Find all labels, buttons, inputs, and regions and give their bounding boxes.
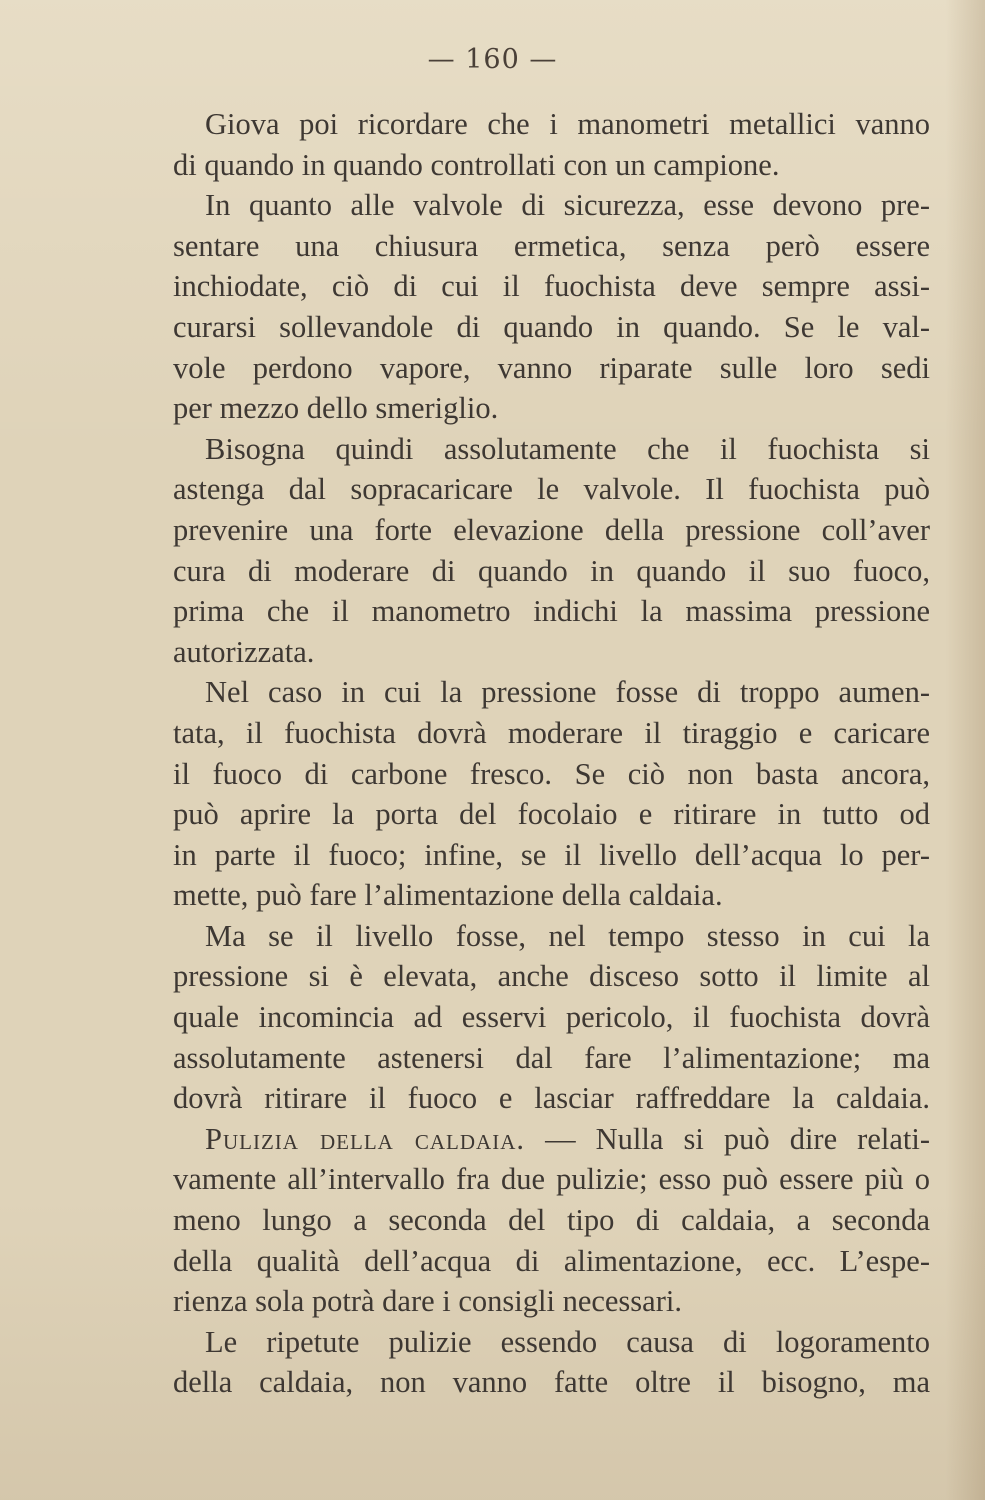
- text-line: Giova poi ricordare che i manometri metallici vanno: [205, 107, 930, 141]
- text-line: prima che il manometro indichi la massima pressione: [173, 594, 930, 629]
- section-first-line-text: — Nulla si può dire relati-: [545, 1121, 930, 1156]
- text-line: Bisogna quindi assolutamente che il fuochista si: [205, 431, 930, 466]
- page-number: — 160 —: [427, 44, 558, 75]
- text-line: cura di moderare di quando in quando il suo fuoco,: [173, 553, 930, 588]
- text-line: per mezzo dello smeriglio.: [173, 391, 499, 426]
- text-line: inchiodate, ciò di cui il fuochista deve sempre assi-: [173, 269, 930, 304]
- text-line: il fuoco di carbone fresco. Se ciò non basta ancora,: [173, 756, 930, 791]
- body-text: [173, 104, 930, 1403]
- text-line: sentare una chiusura ermetica, senza però essere: [173, 228, 930, 263]
- text-line: Ma se il livello fosse, nel tempo stesso in cui la: [205, 918, 930, 953]
- text-line: rienza sola potrà dare i consigli necessari.: [173, 1284, 682, 1319]
- text-line: Le ripetute pulizie essendo causa di logoramento: [205, 1324, 930, 1359]
- text-line: autorizzata.: [173, 634, 315, 669]
- text-line: In quanto alle valvole di sicurezza, esse devono pre-: [205, 188, 930, 223]
- text-line: vamente all’intervallo fra due pulizie; esso può essere più o: [173, 1162, 930, 1197]
- section-first-line: [173, 1119, 930, 1160]
- text-line: meno lungo a seconda del tipo di caldaia, a seconda: [173, 1203, 930, 1238]
- section-heading: Pulizia della caldaia.: [205, 1121, 525, 1156]
- text-line: della qualità dell’acqua di alimentazione, ecc. L’espe-: [173, 1243, 930, 1278]
- text-line: tata, il fuochista dovrà moderare il tiraggio e caricare: [173, 715, 930, 750]
- text-line: mette, può fare l’alimentazione della caldaia.: [173, 878, 723, 913]
- text-line: assolutamente astenersi dal fare l’alimentazione; ma: [173, 1040, 930, 1075]
- text-line: quale incomincia ad esservi pericolo, il fuochista dovrà: [173, 1000, 930, 1035]
- text-line: in parte il fuoco; infine, se il livello dell’acqua lo per-: [173, 837, 930, 872]
- text-line: curarsi sollevandole di quando in quando. Se le val-: [173, 309, 930, 344]
- text-line: può aprire la porta del focolaio e ritirare in tutto od: [173, 797, 930, 832]
- text-line: di quando in quando controllati con un campione.: [173, 147, 780, 182]
- text-line: vole perdono vapore, vanno riparate sulle loro sedi: [173, 350, 930, 385]
- text-line: della caldaia, non vanno fatte oltre il bisogno, ma: [173, 1365, 930, 1400]
- text-line: astenga dal sopracaricare le valvole. Il fuochista può: [173, 472, 930, 507]
- text-line: pressione si è elevata, anche disceso sotto il limite al: [173, 959, 930, 994]
- text-line: dovrà ritirare il fuoco e lasciar raffreddare la caldaia.: [173, 1081, 930, 1116]
- text-line: prevenire una forte elevazione della pressione coll’aver: [173, 512, 930, 547]
- text-line: Nel caso in cui la pressione fosse di troppo aumen-: [205, 675, 930, 710]
